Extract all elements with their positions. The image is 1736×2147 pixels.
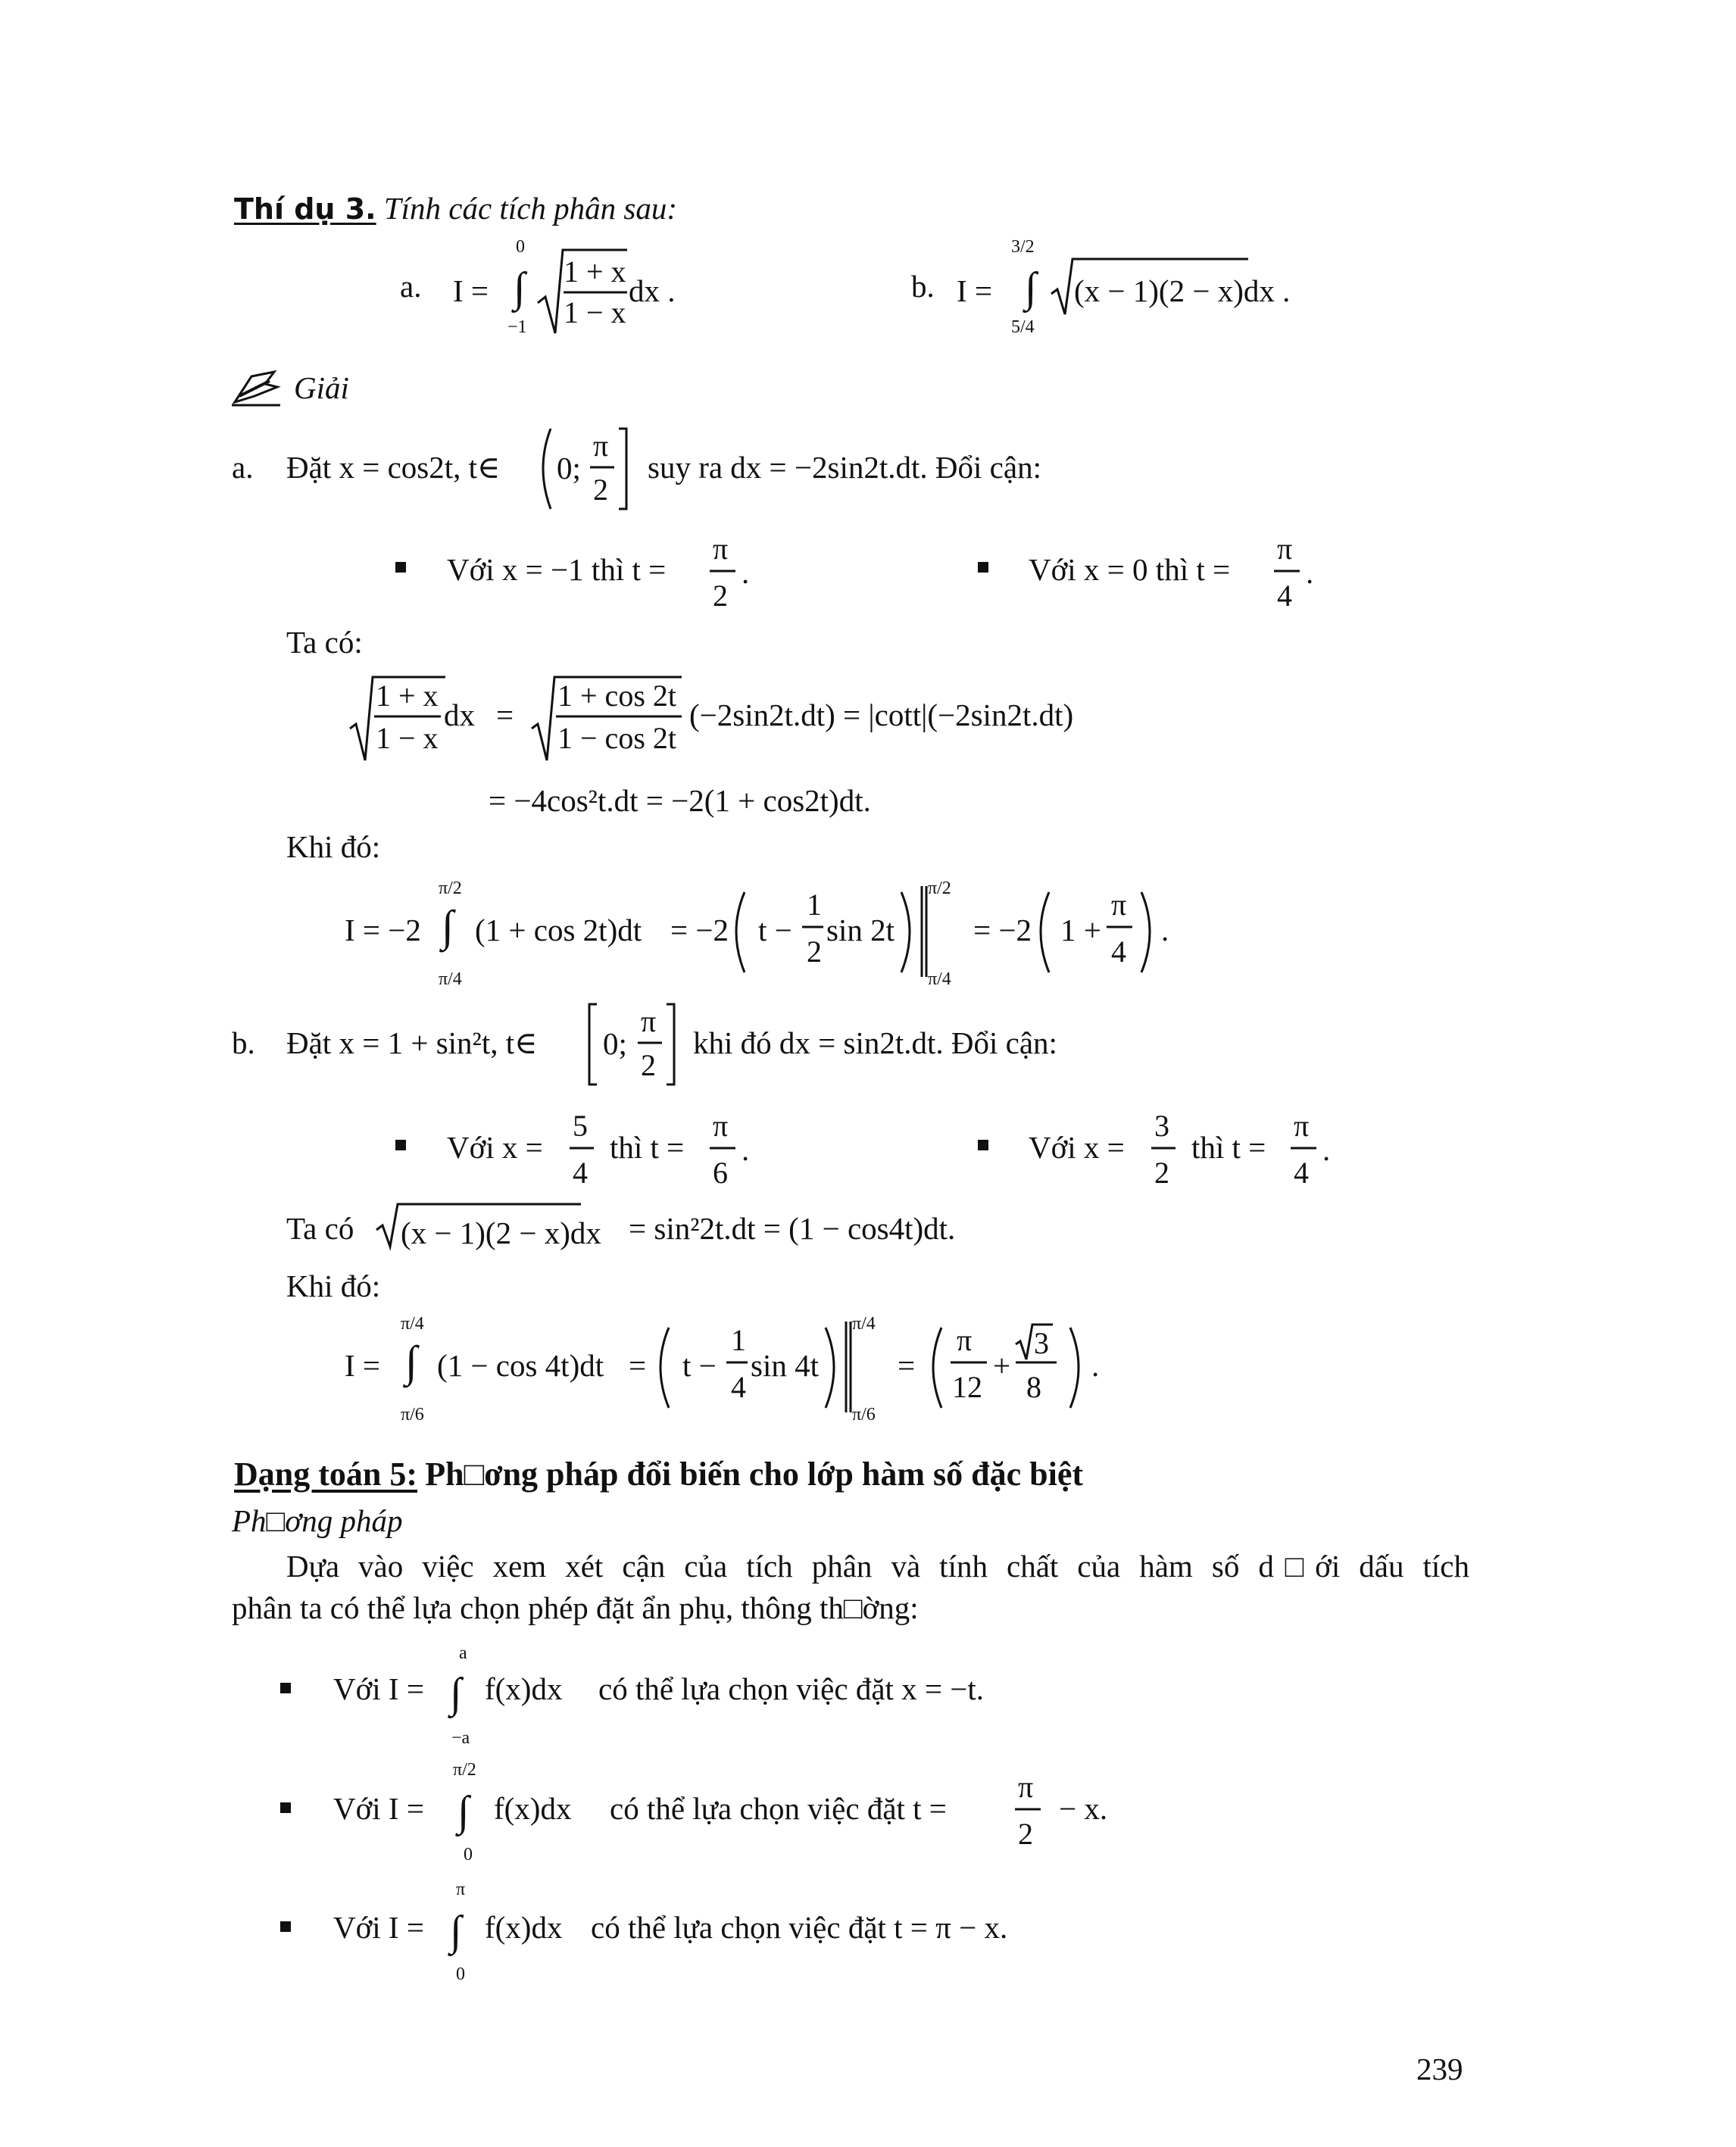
svg-text:= −2: = −2: [670, 913, 729, 947]
svg-text:π: π: [1018, 1770, 1034, 1804]
rule2-fx: f(x)dx: [494, 1791, 572, 1826]
svg-text:1: 1: [807, 888, 822, 922]
rule2-fraction: [1013, 1768, 1047, 1859]
rule1-integral: [447, 1642, 485, 1748]
svg-text:2: 2: [1018, 1817, 1033, 1851]
svg-text:π/4: π/4: [401, 1314, 424, 1334]
svg-text:π: π: [1277, 532, 1293, 566]
svg-text:=: =: [898, 1348, 916, 1383]
svg-text:.: .: [1161, 913, 1169, 947]
svg-text:2: 2: [641, 1048, 656, 1082]
rule3-upper: π: [456, 1880, 466, 1899]
example-task: Tính các tích phân sau:: [383, 191, 678, 226]
svg-text:=: =: [496, 697, 514, 732]
svg-text:π/6: π/6: [852, 1405, 876, 1425]
svg-text:π: π: [713, 1109, 729, 1143]
bound-a1-text: Với x = −1 thì t =: [447, 552, 667, 587]
example-b-formula: [957, 235, 1320, 341]
svg-text:(1 + cos 2t)dt: (1 + cos 2t)dt: [475, 913, 642, 947]
bound-b2-pre: Với x =: [1029, 1130, 1125, 1165]
section-label: Dạng toán 5:: [234, 1456, 418, 1493]
svg-text:π: π: [713, 532, 729, 566]
rule3-lower: 0: [456, 1964, 465, 1984]
rule2-pre: Với I =: [333, 1791, 424, 1826]
svg-text:∫: ∫: [450, 1670, 462, 1717]
part-a-label: a.: [400, 269, 422, 304]
rule1-fx: f(x)dx: [485, 1671, 563, 1706]
bullet: [395, 1140, 406, 1150]
svg-text:π: π: [593, 429, 609, 463]
svg-text:0: 0: [516, 237, 525, 257]
svg-text:1 + x: 1 + x: [564, 254, 626, 289]
svg-text:1 − cos 2t: 1 − cos 2t: [557, 721, 676, 755]
bound-b2-mid: thì t =: [1191, 1130, 1266, 1165]
interval-b: [583, 1000, 682, 1091]
khi-do-a: Khi đó:: [286, 829, 381, 864]
svg-text:t −: t −: [682, 1348, 717, 1383]
ta-co-b: Ta có: [286, 1211, 354, 1246]
svg-text:4: 4: [1111, 935, 1126, 969]
result-b: [345, 1314, 1163, 1428]
rule1-upper: a: [459, 1643, 467, 1663]
svg-text:(−2sin2t.dt) = |cott|(−2sin2t.: (−2sin2t.dt) = |cott|(−2sin2t.dt): [689, 697, 1074, 732]
bound-b2-t: [1289, 1107, 1342, 1198]
bound-b1-mid: thì t =: [610, 1130, 685, 1165]
result-a: [345, 878, 1193, 992]
svg-text:π/4: π/4: [439, 969, 462, 989]
svg-text:(x − 1)(2 − x)dx: (x − 1)(2 − x)dx: [401, 1215, 601, 1250]
rule3-pre: Với I =: [333, 1910, 424, 1945]
svg-text:dx: dx: [444, 697, 475, 732]
svg-text:(x − 1)(2 − x)dx .: (x − 1)(2 − x)dx .: [1074, 273, 1291, 308]
khi-do-b: Khi đó:: [286, 1269, 381, 1303]
svg-text:∫: ∫: [1025, 264, 1037, 311]
svg-text:dx .: dx .: [629, 273, 676, 308]
interval-a: [534, 424, 632, 515]
bullet: [978, 562, 988, 573]
svg-text:sin 2t: sin 2t: [826, 913, 895, 947]
svg-text:π: π: [641, 1004, 657, 1038]
svg-text:4: 4: [1277, 579, 1292, 613]
pencil-icon: [232, 369, 285, 407]
svg-text:+: +: [993, 1348, 1011, 1383]
rule2-post: có thể lựa chọn việc đặt t =: [610, 1791, 947, 1826]
svg-text:t −: t −: [758, 913, 792, 947]
bound-b1-x: [568, 1107, 601, 1198]
svg-text:π: π: [1111, 888, 1127, 922]
section-heading: [234, 1458, 1083, 1491]
derivation-a-line2: = −4cos²t.dt = −2(1 + cos2t)dt.: [489, 783, 871, 818]
svg-text:I =: I =: [453, 273, 489, 308]
rule2-upper: π/2: [453, 1760, 476, 1780]
example-label: Thí dụ 3.: [234, 192, 376, 226]
bullet: [280, 1921, 291, 1932]
rule2-lower: 0: [464, 1845, 473, 1865]
bullet: [280, 1802, 291, 1813]
bound-a2-text: Với x = 0 thì t =: [1029, 552, 1231, 587]
svg-text:2: 2: [807, 935, 822, 969]
svg-text:3/2: 3/2: [1011, 237, 1035, 257]
svg-text:2: 2: [713, 579, 728, 613]
svg-text:1 + cos 2t: 1 + cos 2t: [557, 679, 676, 713]
svg-text:∫: ∫: [450, 1908, 462, 1955]
svg-text:(1 − cos 4t)dt: (1 − cos 4t)dt: [437, 1348, 604, 1383]
svg-text:1 +: 1 +: [1060, 913, 1101, 947]
svg-text:.: .: [742, 555, 750, 590]
svg-text:=: =: [629, 1348, 647, 1383]
svg-text:∫: ∫: [405, 1337, 417, 1386]
svg-text:0;: 0;: [603, 1026, 627, 1061]
bullet: [978, 1140, 988, 1150]
svg-text:−1: −1: [507, 317, 527, 337]
svg-text:π/4: π/4: [852, 1314, 876, 1334]
svg-text:2: 2: [1154, 1156, 1169, 1190]
svg-text:1 − x: 1 − x: [564, 295, 626, 329]
solution-a-dx: suy ra dx = −2sin2t.dt. Đổi cận:: [648, 450, 1041, 485]
rule2-tail: − x.: [1059, 1791, 1108, 1826]
svg-text:π/6: π/6: [401, 1405, 424, 1425]
bound-b1-pre: Với x =: [447, 1130, 543, 1165]
svg-text:π: π: [1294, 1109, 1310, 1143]
svg-text:3: 3: [1154, 1109, 1169, 1143]
solution-a-substitution: Đặt x = cos2t, t∈: [286, 450, 501, 485]
svg-text:8: 8: [1026, 1370, 1041, 1404]
bound-a2-value: [1272, 530, 1325, 621]
rule3-post: có thể lựa chọn việc đặt t = π − x.: [591, 1910, 1008, 1945]
svg-text:∫: ∫: [442, 901, 454, 950]
ta-co-b-result: = sin²2t.dt = (1 − cos4t)dt.: [629, 1211, 956, 1246]
ta-co-b-radical: [375, 1200, 632, 1253]
svg-text:5/4: 5/4: [1011, 317, 1035, 337]
intro-line1: Dựa vào việc xem xét cận của tích phân và tính chất của hàm số d□ới dấu tích: [286, 1549, 1469, 1584]
rule1-lower: −a: [451, 1728, 470, 1748]
method-heading: Ph□ơng pháp: [232, 1503, 403, 1538]
svg-text:∫: ∫: [457, 1788, 470, 1835]
svg-text:π/4: π/4: [928, 969, 951, 989]
svg-text:1: 1: [731, 1323, 746, 1357]
bullet: [280, 1683, 291, 1693]
solution-b-substitution: Đặt x = 1 + sin²t, t∈: [286, 1025, 538, 1060]
svg-text:π: π: [957, 1323, 973, 1357]
svg-text:4: 4: [1294, 1156, 1309, 1190]
intro-line2: phân ta có thể lựa chọn phép đặt ẩn phụ, thông th□ờng:: [232, 1590, 919, 1625]
svg-text:3: 3: [1034, 1326, 1049, 1360]
bound-b2-x: [1150, 1107, 1183, 1198]
svg-text:6: 6: [713, 1156, 728, 1190]
svg-text:1 + x: 1 + x: [376, 679, 439, 713]
rule1-post: có thể lựa chọn việc đặt x = −t.: [598, 1671, 985, 1706]
svg-text:∫: ∫: [514, 264, 526, 311]
svg-text:π/2: π/2: [928, 878, 951, 898]
part-b-label: b.: [911, 269, 935, 304]
derivation-a-line1: [348, 666, 1227, 765]
svg-text:= −2: = −2: [973, 913, 1032, 947]
svg-text:0;: 0;: [557, 451, 581, 485]
bound-b1-t: [708, 1107, 761, 1198]
section-title: Ph□ơng pháp đổi biến cho lớp hàm số đặc biệt: [425, 1456, 1084, 1493]
solution-heading: Giải: [294, 370, 349, 405]
svg-text:5: 5: [573, 1109, 588, 1143]
svg-text:.: .: [1091, 1348, 1100, 1383]
svg-text:.: .: [1306, 555, 1314, 590]
rule1-pre: Với I =: [333, 1671, 424, 1706]
solution-b-dx: khi đó dx = sin2t.dt. Đổi cận:: [693, 1025, 1057, 1060]
svg-text:12: 12: [952, 1370, 982, 1404]
ta-co-a: Ta có:: [286, 625, 363, 660]
svg-text:sin 4t: sin 4t: [751, 1348, 819, 1383]
rule3-fx: f(x)dx: [485, 1910, 563, 1945]
svg-text:2: 2: [593, 473, 608, 507]
example-a-formula: [453, 235, 695, 341]
svg-text:I =: I =: [957, 273, 993, 308]
solution-a-label: a.: [232, 450, 254, 485]
bullet: [395, 562, 406, 573]
rule2-integral: [453, 1758, 498, 1865]
solution-b-label: b.: [232, 1025, 255, 1060]
svg-text:I = −2: I = −2: [345, 913, 421, 947]
rule3-integral: [447, 1878, 485, 1984]
svg-text:.: .: [1322, 1132, 1331, 1167]
svg-text:1 − x: 1 − x: [376, 721, 439, 755]
svg-text:.: .: [742, 1132, 750, 1167]
svg-text:4: 4: [731, 1370, 746, 1404]
svg-text:π/2: π/2: [439, 878, 462, 898]
svg-text:4: 4: [573, 1156, 588, 1190]
page-number: 239: [1416, 2052, 1463, 2086]
svg-text:I =: I =: [345, 1348, 381, 1383]
bound-a1-value: [708, 530, 761, 621]
example-heading: [234, 193, 677, 224]
